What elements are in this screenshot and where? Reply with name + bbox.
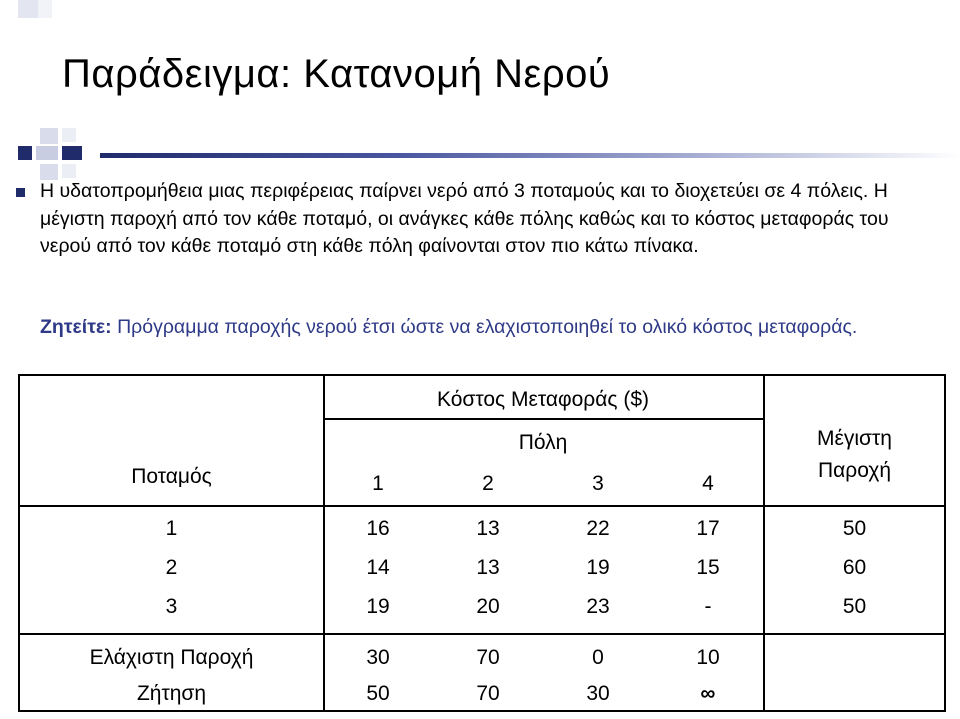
river-name: 2 xyxy=(165,556,178,579)
cost-cell: 15 xyxy=(696,556,720,579)
requirement-text: Πρόγραμμα παροχής νερού έτσι ώστε να ελαχιστοποιηθεί το ολικό κόστος μεταφοράς. xyxy=(111,316,858,338)
cost-cell: 14 xyxy=(366,556,390,579)
min-supply-cell: 30 xyxy=(366,646,390,669)
divider-rivers-bottom xyxy=(20,633,944,635)
city-label: 2 xyxy=(482,472,494,495)
cost-cell: 17 xyxy=(696,517,720,540)
demand-cell: 30 xyxy=(586,682,610,705)
min-supply-cell: 70 xyxy=(476,646,500,669)
cost-cell: 13 xyxy=(476,517,500,540)
demand-cell: 70 xyxy=(476,682,500,705)
cost-header: Κόστος Μεταφοράς ($) xyxy=(436,388,650,411)
cost-cell: 19 xyxy=(366,595,390,618)
max-supply-cell: 60 xyxy=(842,556,867,579)
title-underline xyxy=(100,153,960,158)
cost-cell: 20 xyxy=(476,595,500,618)
river-header: Ποταμός xyxy=(131,465,212,488)
cost-cell: - xyxy=(704,595,712,618)
city-label: 3 xyxy=(592,472,604,495)
demand-cell: ∞ xyxy=(700,682,716,705)
max-supply-header-line1: Μέγιστη xyxy=(817,427,892,450)
max-supply-cell: 50 xyxy=(842,595,867,618)
cost-cell: 19 xyxy=(586,556,610,579)
cost-cell: 22 xyxy=(586,517,610,540)
bullet-icon xyxy=(16,188,25,197)
min-supply-label: Ελάχιστη Παροχή xyxy=(89,646,254,669)
city-label: 1 xyxy=(372,472,384,495)
divider-header-bottom xyxy=(20,505,944,507)
cost-cell: 23 xyxy=(586,595,610,618)
cost-cell: 16 xyxy=(366,517,390,540)
divider-city-header xyxy=(323,418,763,420)
city-header: Πόλη xyxy=(518,431,568,454)
max-supply-cell: 50 xyxy=(842,517,867,540)
min-supply-cell: 10 xyxy=(696,646,720,669)
page-title: Παράδειγμα: Κατανομή Νερού xyxy=(62,52,611,96)
river-name: 3 xyxy=(165,595,178,618)
cost-table xyxy=(18,374,946,712)
requirement-label: Ζητείτε: xyxy=(40,316,112,338)
intro-paragraph: Η υδατοπρομήθεια μιας περιφέρειας παίρνει νερό από 3 ποταμούς και το διοχετεύει σε 4 πόλεις. Η μέγιστη παροχή από τον κάθε ποταμό, οι ανάγκες κάθε πόλης καθώς και το κόστος μεταφοράς του νερού από τον κάθε ποταμό στη κάθε πόλη φαίνονται στον πιο κάτω πίνακα. xyxy=(40,180,889,257)
demand-cell: 50 xyxy=(366,682,390,705)
demand-label: Ζήτηση xyxy=(136,682,207,705)
city-label: 4 xyxy=(702,472,714,495)
min-supply-cell: 0 xyxy=(592,646,604,669)
requirement-paragraph xyxy=(40,314,940,342)
river-name: 1 xyxy=(165,517,178,540)
max-supply-header-line2: Παροχή xyxy=(817,459,892,482)
cost-cell: 13 xyxy=(476,556,500,579)
